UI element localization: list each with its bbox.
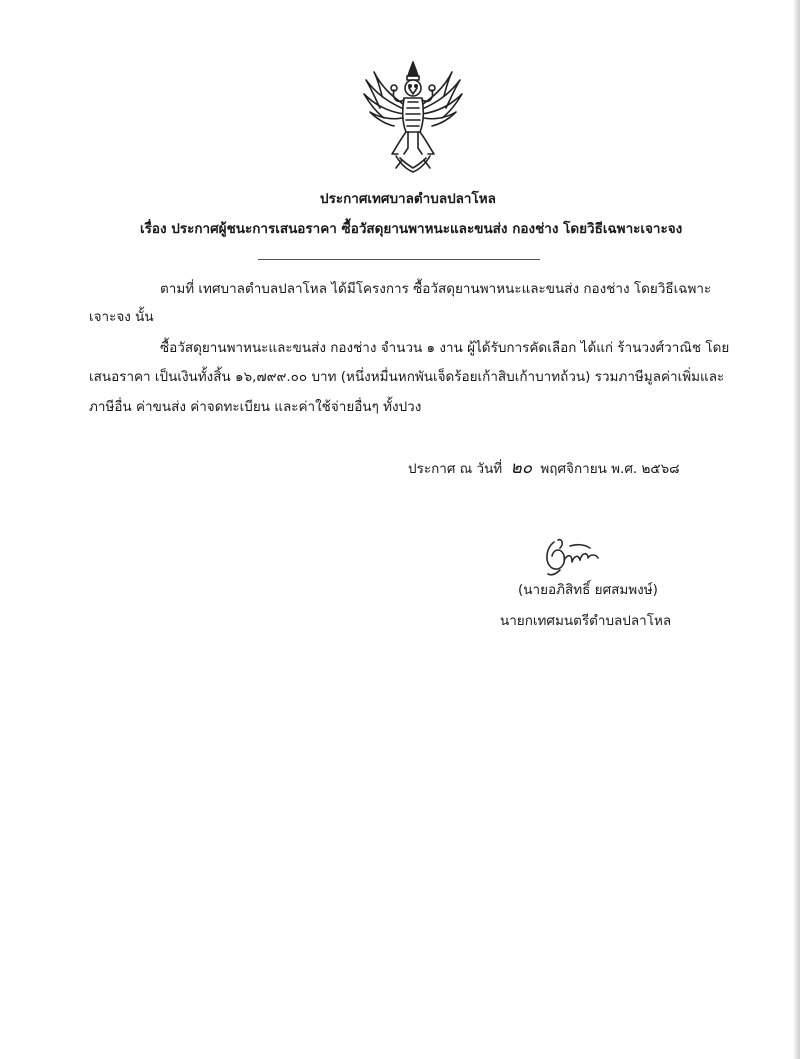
page-edge-shadow	[794, 0, 800, 1059]
paragraph2-line2: เสนอราคา เป็นเงินทั้งสิ้น ๑๖,๗๙๙.๐๐ บาท (หนึ่งหมื่นหกพันเจ็ดร้อยเก้าสิบเก้าบาทถ้วน) รวมภาษีมูลค่าเพิ่มและ	[89, 369, 725, 385]
announcement-date	[408, 459, 680, 478]
date-prefix: ประกาศ ณ วันที่	[408, 461, 503, 477]
paragraph1-line1: ตามที่ เทศบาลตำบลปลาโหล ได้มีโครงการ ซื้อวัสดุยานพาหนะและขนส่ง กองช่าง โดยวิธีเฉพาะ	[160, 281, 712, 297]
title-divider	[258, 259, 540, 260]
signatory-name: (นายอภิสิทธิ์ ยศสมพงษ์)	[518, 582, 658, 598]
garuda-emblem-icon	[356, 58, 470, 174]
paragraph2-line1: ซื้อวัสดุยานพาหนะและขนส่ง กองช่าง จำนวน ๑ งาน ผู้ได้รับการคัดเลือก ได้แก่ ร้านวงศ์วาณิช โดย	[160, 340, 730, 356]
issuer-heading: ประกาศเทศบาลตำบลปลาโหล	[320, 191, 496, 207]
subject-heading: เรื่อง ประกาศผู้ชนะการเสนอราคา ซื้อวัสดุยานพาหนะและขนส่ง กองช่าง โดยวิธีเฉพาะเจาะจง	[140, 221, 683, 237]
paragraph2-line3: ภาษีอื่น ค่าขนส่ง ค่าจดทะเบียน และค่าใช้จ่ายอื่นๆ ทั้งปวง	[89, 399, 422, 415]
signatory-position: นายกเทศมนตรีตำบลปลาโหล	[500, 613, 672, 629]
date-day-handwritten: ๒๐	[510, 458, 533, 478]
paragraph1-line2: เจาะจง นั้น	[89, 309, 154, 325]
date-month-year: พฤศจิกายน พ.ศ. ๒๕๖๘	[540, 461, 680, 477]
signature-icon	[540, 534, 610, 578]
